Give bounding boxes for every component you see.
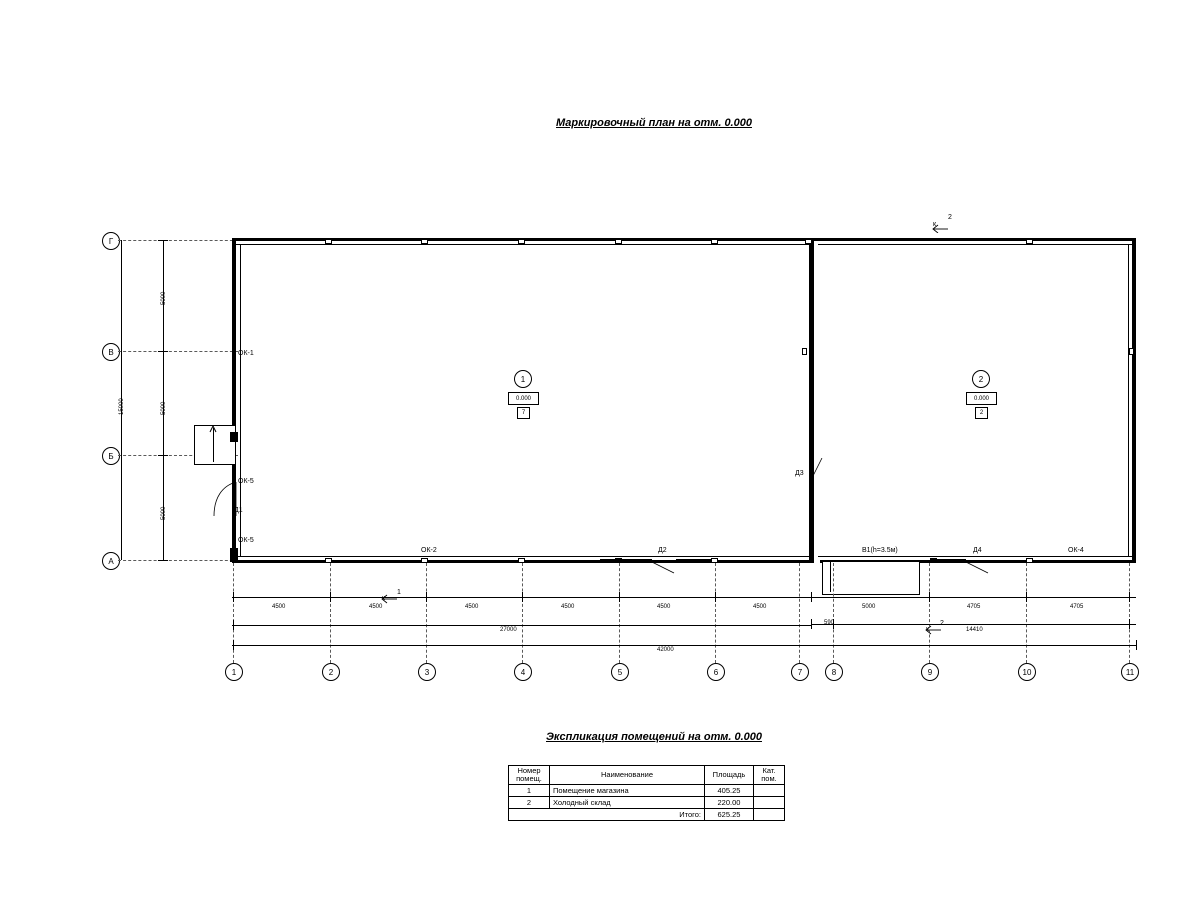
axis-letter-g: Г bbox=[102, 232, 120, 250]
label-v1: В1(h=3.5м) bbox=[862, 547, 898, 554]
vdim-seg-1: 5000 bbox=[161, 291, 167, 305]
grid-line-10 bbox=[1026, 563, 1027, 663]
column-tick bbox=[1129, 348, 1134, 355]
axis-number-6: 6 bbox=[707, 663, 725, 681]
column-tick bbox=[615, 239, 622, 244]
column-tick bbox=[1026, 558, 1033, 563]
door-jamb bbox=[600, 559, 652, 563]
axis-letter-b: Б bbox=[102, 447, 120, 465]
hdim-tick bbox=[811, 592, 812, 602]
wall-right bbox=[1132, 238, 1136, 563]
hdim-27000-tick bbox=[233, 620, 234, 630]
explication-title: Экспликация помещений на отм. 0.000 bbox=[546, 731, 762, 743]
column-tick bbox=[325, 239, 332, 244]
cell-category bbox=[754, 796, 785, 808]
table-header-row bbox=[509, 766, 785, 785]
vdim-total-label: 15000 bbox=[119, 398, 125, 415]
axis-number-4: 4 bbox=[514, 663, 532, 681]
grid-line-3 bbox=[426, 563, 427, 663]
door-jamb bbox=[676, 559, 712, 563]
vdim-tick-g bbox=[158, 240, 168, 241]
room-number-1: 1 bbox=[514, 370, 532, 388]
label-ok-4: ОК-4 bbox=[1068, 547, 1084, 554]
axis-number-5: 5 bbox=[611, 663, 629, 681]
door-jamb bbox=[230, 548, 238, 562]
wall-top bbox=[232, 238, 1136, 241]
hdim-42000-tick bbox=[233, 640, 234, 650]
grid-line-4 bbox=[522, 563, 523, 663]
door-swing-d4-icon bbox=[966, 561, 992, 575]
column-tick bbox=[802, 348, 807, 355]
cell-number: 1 bbox=[509, 784, 550, 796]
room-category-2: 2 bbox=[975, 407, 988, 419]
platform-inner-line bbox=[830, 562, 831, 592]
hdim-42000: 42000 bbox=[657, 647, 674, 653]
door-swing-d3-icon bbox=[810, 458, 826, 482]
cell-name: Холодный склад bbox=[550, 796, 705, 808]
total-category bbox=[754, 808, 785, 820]
grid-line-8 bbox=[833, 563, 834, 663]
header-area: Площадь bbox=[705, 766, 754, 785]
grid-line-7 bbox=[799, 563, 800, 663]
glazing-top-left bbox=[236, 244, 809, 245]
door-jamb bbox=[930, 559, 966, 563]
wall-middle-divider bbox=[809, 238, 814, 563]
vdim-seg-3: 5000 bbox=[161, 506, 167, 520]
hdim-seg-5: 4500 bbox=[657, 604, 671, 610]
grid-line-5 bbox=[619, 563, 620, 663]
plan-title: Маркировочный план на отм. 0.000 bbox=[556, 117, 752, 129]
section-arrow-top-icon bbox=[930, 219, 952, 233]
label-ok-2: ОК-2 bbox=[421, 547, 437, 554]
axis-letter-v: В bbox=[102, 343, 120, 361]
room-elevation-1: 0.000 bbox=[508, 392, 539, 405]
cell-number: 2 bbox=[509, 796, 550, 808]
loading-platform-v1 bbox=[822, 562, 920, 595]
hdim-seg-1: 4500 bbox=[272, 604, 286, 610]
column-tick bbox=[711, 239, 718, 244]
axis-line-g bbox=[118, 240, 238, 241]
section-marker-1-number: 1 bbox=[397, 589, 401, 596]
column-tick bbox=[805, 239, 812, 244]
axis-number-2: 2 bbox=[322, 663, 340, 681]
hdim-27000: 27000 bbox=[500, 627, 517, 633]
label-d2: Д2 bbox=[658, 547, 667, 554]
table-total-row bbox=[509, 808, 785, 820]
label-d1: Д1 bbox=[234, 507, 243, 514]
hdim-42000-line bbox=[232, 645, 1136, 646]
section-marker-2-bottom-number: 2 bbox=[940, 620, 944, 627]
vdim-tick-a bbox=[158, 560, 168, 561]
hdim-seg-line bbox=[232, 597, 1136, 598]
room-elevation-2: 0.000 bbox=[966, 392, 997, 405]
hdim-tick bbox=[330, 592, 331, 602]
hdim-tick bbox=[426, 592, 427, 602]
grid-line-9 bbox=[929, 563, 930, 663]
hdim-seg-3: 4500 bbox=[465, 604, 479, 610]
hdim-tick bbox=[233, 592, 234, 602]
header-category: Кат. пом. bbox=[754, 766, 785, 785]
vdim-tick-v bbox=[158, 351, 168, 352]
entrance-arrow-icon bbox=[206, 424, 220, 436]
hdim-small-tick bbox=[811, 619, 812, 629]
section-arrow-bottom2-icon bbox=[923, 624, 945, 638]
axis-number-1: 1 bbox=[225, 663, 243, 681]
hdim-seg-8: 4705 bbox=[967, 604, 981, 610]
table-row bbox=[509, 796, 785, 808]
section-marker-2-top-number: 2 bbox=[948, 214, 952, 221]
label-ok-5-upper: ОК-5 bbox=[238, 478, 254, 485]
header-number: Номер помещ. bbox=[509, 766, 550, 785]
hdim-tick bbox=[1026, 592, 1027, 602]
hdim-seg-6: 4500 bbox=[753, 604, 767, 610]
cell-category bbox=[754, 784, 785, 796]
total-label: Итого: bbox=[509, 808, 705, 820]
column-tick bbox=[421, 239, 428, 244]
axis-number-7: 7 bbox=[791, 663, 809, 681]
axis-number-10: 10 bbox=[1018, 663, 1036, 681]
total-area: 625.25 bbox=[705, 808, 754, 820]
glazing-bottom-left bbox=[236, 556, 809, 557]
axis-number-11: 11 bbox=[1121, 663, 1139, 681]
hdim-42000-tick bbox=[1136, 640, 1137, 650]
hdim-seg-4: 4500 bbox=[561, 604, 575, 610]
header-name: Наименование bbox=[550, 766, 705, 785]
label-ok-5-lower: ОК-5 bbox=[238, 537, 254, 544]
hdim-small-tick bbox=[1129, 619, 1130, 629]
axis-letter-a: А bbox=[102, 552, 120, 570]
hdim-14410: 14410 bbox=[966, 627, 983, 633]
hdim-27000-line bbox=[232, 625, 811, 626]
section-marker-1-k: к bbox=[382, 595, 386, 602]
cell-area: 405.25 bbox=[705, 784, 754, 796]
hdim-seg-2: 4500 bbox=[369, 604, 383, 610]
glazing-right bbox=[1128, 244, 1129, 556]
hdim-tick bbox=[715, 592, 716, 602]
room-category-1: 7 bbox=[517, 407, 530, 419]
label-d4: Д4 bbox=[973, 547, 982, 554]
hdim-tick bbox=[1129, 592, 1130, 602]
axis-line-a bbox=[118, 560, 238, 561]
column-tick bbox=[518, 239, 525, 244]
hdim-tick bbox=[619, 592, 620, 602]
hdim-tick bbox=[929, 592, 930, 602]
cell-area: 220.00 bbox=[705, 796, 754, 808]
label-d3: Д3 bbox=[795, 470, 804, 477]
explication-table bbox=[508, 765, 785, 821]
room-number-2: 2 bbox=[972, 370, 990, 388]
axis-number-9: 9 bbox=[921, 663, 939, 681]
section-marker-2-bottom-k: к bbox=[926, 626, 930, 633]
grid-line-11 bbox=[1129, 563, 1130, 663]
hdim-seg-9: 4705 bbox=[1070, 604, 1084, 610]
door-jamb bbox=[230, 432, 238, 442]
cell-name: Помещение магазина bbox=[550, 784, 705, 796]
axis-number-3: 3 bbox=[418, 663, 436, 681]
hdim-seg-7: 5000 bbox=[862, 604, 876, 610]
glazing-top-right bbox=[818, 244, 1132, 245]
hdim-590: 590 bbox=[824, 620, 835, 626]
label-ok-1: ОК-1 bbox=[238, 350, 254, 357]
vdim-seg-2: 5000 bbox=[161, 401, 167, 415]
grid-line-6 bbox=[715, 563, 716, 663]
hdim-tick bbox=[522, 592, 523, 602]
glazing-bottom-right bbox=[818, 556, 1132, 557]
grid-line-2 bbox=[330, 563, 331, 663]
axis-number-8: 8 bbox=[825, 663, 843, 681]
section-marker-2-top-k: к bbox=[933, 221, 937, 228]
column-tick bbox=[1026, 239, 1033, 244]
axis-line-v bbox=[118, 351, 238, 352]
door-swing-d1-icon bbox=[206, 480, 240, 520]
vdim-tick-b bbox=[158, 455, 168, 456]
door-swing-d2-icon bbox=[652, 561, 678, 575]
table-row bbox=[509, 784, 785, 796]
hdim-small-line bbox=[811, 624, 1136, 625]
